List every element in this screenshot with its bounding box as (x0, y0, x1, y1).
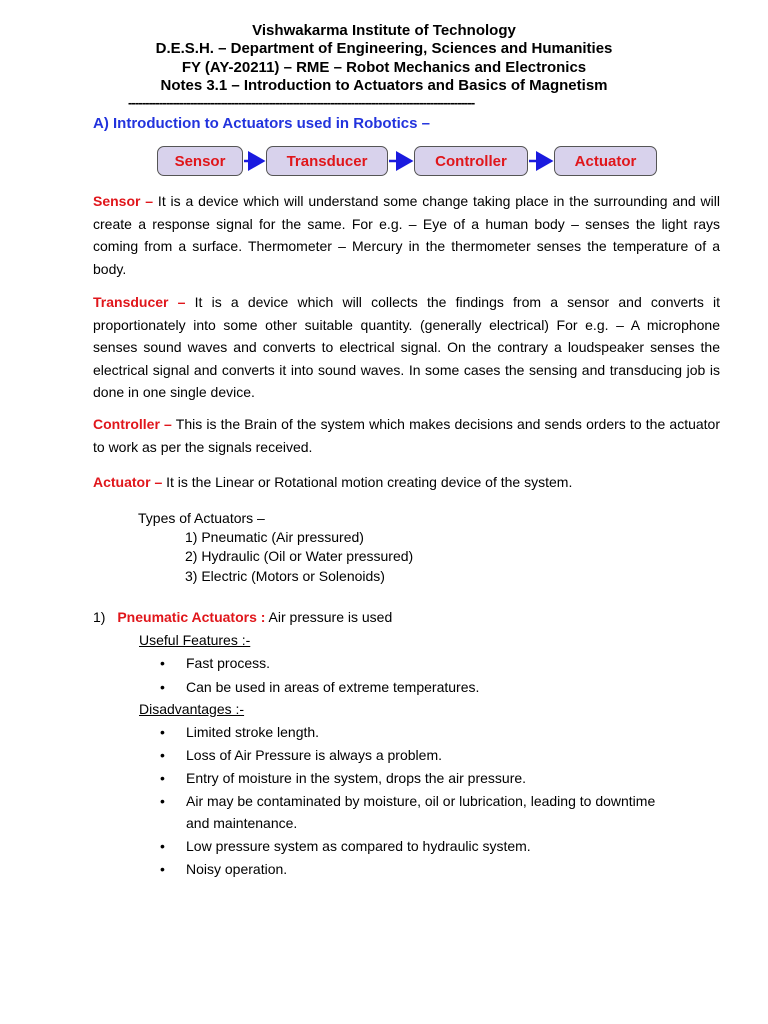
disadvantage-text: Noisy operation. (186, 861, 288, 877)
type-item-electric: 3) Electric (Motors or Solenoids) (185, 568, 385, 584)
course-title: FY (AY-20211) – RME – Robot Mechanics and Electronics (181, 59, 587, 76)
features-heading (139, 631, 250, 649)
feature-text: Can be used in areas of extreme temperatures. (186, 679, 480, 695)
separator-line: ----------------------------------------------------------------------------------------------------- (128, 95, 475, 110)
flow-arrows (0, 0, 768, 200)
pneumatic-desc: Air pressure is used (265, 609, 393, 625)
disadvantage-text: Entry of moisture in the system, drops the air pressure. (186, 770, 527, 786)
bullet-icon: • (160, 655, 165, 671)
bullet-icon: • (160, 679, 165, 695)
institute-title: Vishwakarma Institute of Technology (252, 22, 516, 39)
flow-box-sensor: Sensor (157, 146, 243, 176)
controller-definition (93, 413, 720, 458)
transducer-term: Transducer – (93, 294, 186, 310)
pneumatic-title: Pneumatic Actuators : (117, 609, 266, 625)
flow-box-transducer: Transducer (266, 146, 388, 176)
section-a-heading: A) Introduction to Actuators used in Robotics – (93, 115, 430, 132)
types-heading: Types of Actuators – (138, 510, 265, 526)
feature-text: Fast process. (186, 655, 271, 671)
bullet-icon: • (160, 770, 165, 786)
sensor-definition (93, 190, 720, 280)
disadvantage-text: Air may be contaminated by moisture, oil or lubrication, leading to downtime (186, 793, 656, 809)
actuator-definition (93, 471, 720, 494)
controller-text: This is the Brain of the system which makes decisions and sends orders to the actuator to work as per the signals received. (93, 416, 720, 455)
type-item-hydraulic: 2) Hydraulic (Oil or Water pressured) (185, 548, 414, 564)
department-title: D.E.S.H. – Department of Engineering, Sciences and Humanities (155, 40, 613, 57)
actuator-text: It is the Linear or Rotational motion creating device of the system. (162, 474, 573, 490)
bullet-icon: • (160, 793, 165, 809)
bullet-icon: • (160, 724, 165, 740)
disadvantage-text: Limited stroke length. (186, 724, 320, 740)
pneumatic-number: 1) (93, 609, 106, 625)
bullet-icon: • (160, 747, 165, 763)
transducer-text: It is a device which will collects the findings from a sensor and converts it proportionately into some other suitable quantity. (generally electrical) For e.g. – A microphone senses sound waves and converts to electrical signal. On the contrary a loudspeaker senses the electrical signal and converts it into sound waves. In some cases the sensing and transducing job is done in one single device. (93, 294, 721, 401)
disadvantage-text: Low pressure system as compared to hydraulic system. (186, 838, 531, 854)
disadvantages-heading-text: Disadvantages :- (139, 701, 245, 717)
bullet-icon: • (160, 838, 165, 854)
disadvantages-heading (139, 700, 244, 718)
sensor-term: Sensor – (93, 193, 154, 209)
flow-box-controller: Controller (414, 146, 528, 176)
flow-box-actuator: Actuator (554, 146, 657, 176)
notes-title: Notes 3.1 – Introduction to Actuators and Basics of Magnetism (160, 77, 608, 94)
pneumatic-heading (93, 608, 392, 626)
controller-term: Controller – (93, 416, 172, 432)
disadvantage-text: Loss of Air Pressure is always a problem. (186, 747, 442, 763)
actuator-term: Actuator – (93, 474, 163, 490)
transducer-definition (93, 291, 720, 404)
disadvantage-text: and maintenance. (186, 815, 298, 831)
type-item-pneumatic: 1) Pneumatic (Air pressured) (185, 529, 364, 545)
features-heading-text: Useful Features :- (139, 632, 251, 648)
bullet-icon: • (160, 861, 165, 877)
sensor-text: It is a device which will understand some change taking place in the surrounding and will create a response signal for the same. For e.g. – Eye of a human body – senses the light rays coming from a surface. Thermometer – Mercury in the thermometer senses the temperature of a body. (93, 193, 720, 277)
